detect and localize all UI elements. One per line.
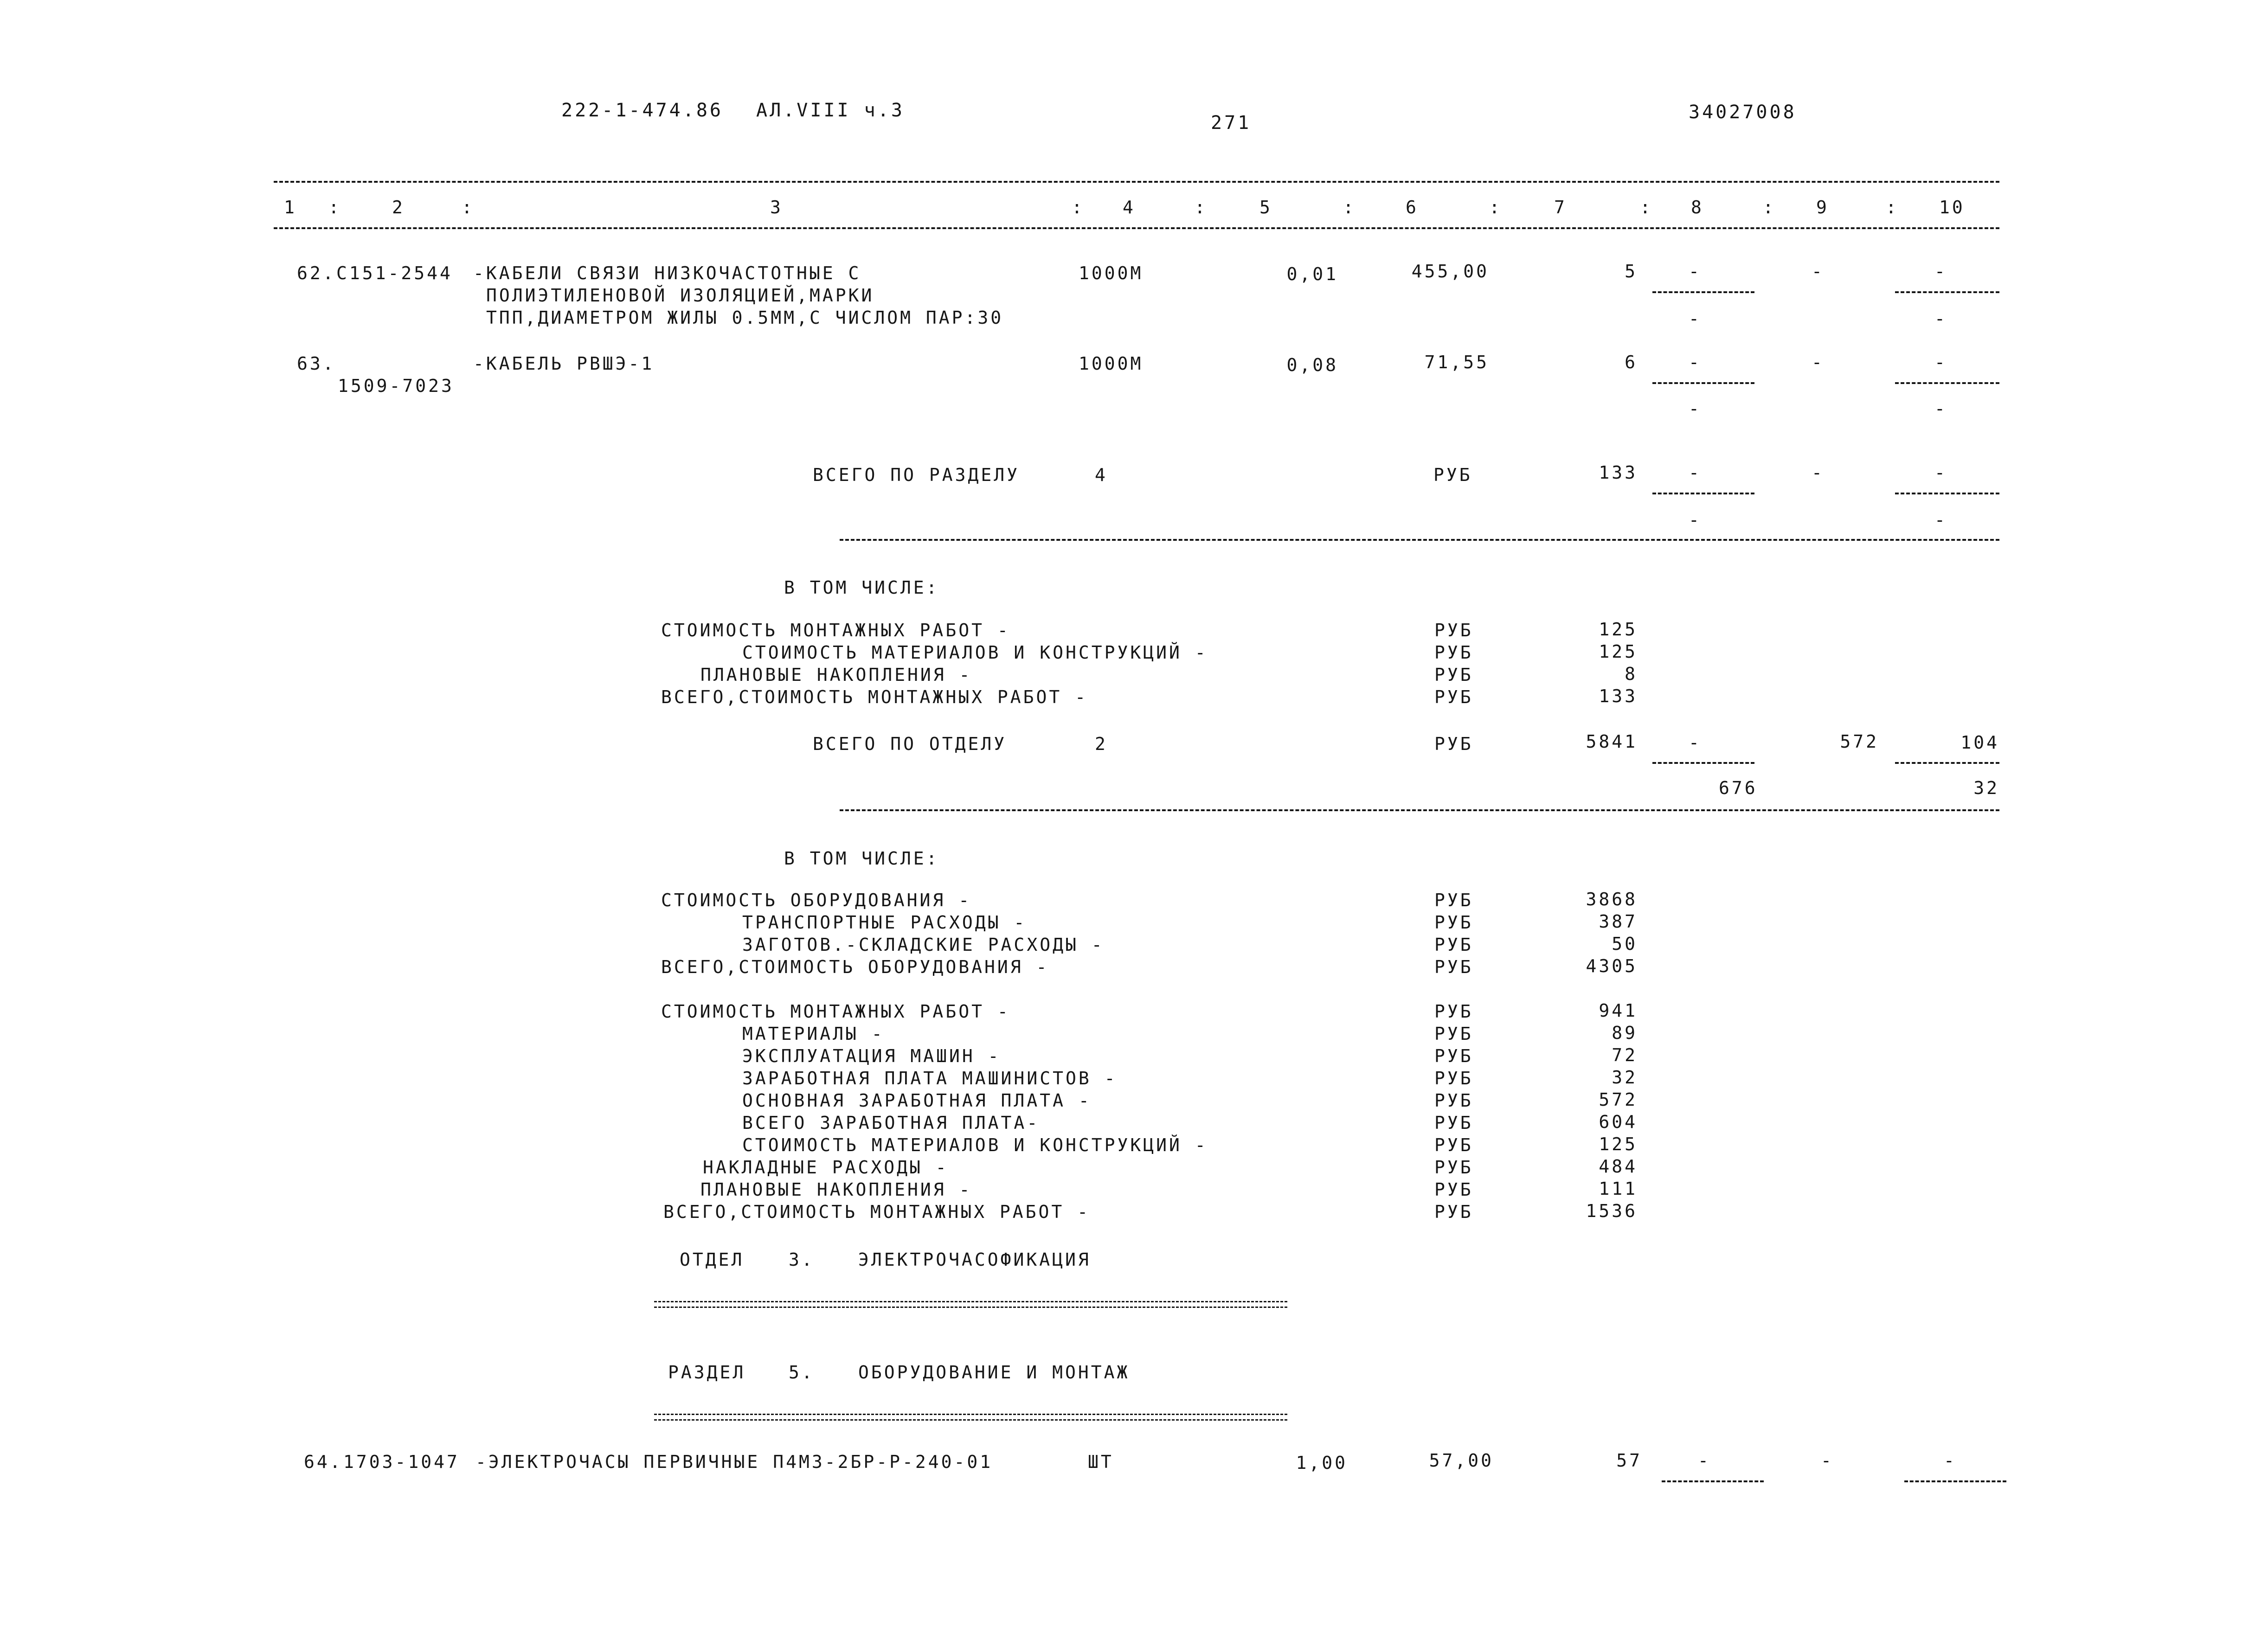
list-item-unit: РУБ — [1434, 1135, 1473, 1155]
row-col8: - — [1689, 462, 1702, 483]
section-total-unit: РУБ — [1433, 465, 1472, 485]
section-total-label: ВСЕГО ПО РАЗДЕЛУ — [813, 465, 1020, 485]
row-col10: - — [1934, 462, 1947, 483]
row-quantity: 0,01 — [1286, 264, 1338, 284]
column-header-3: 3 — [770, 197, 783, 218]
section-rule — [840, 539, 1999, 541]
department-total-label: ВСЕГО ПО ОТДЕЛУ — [813, 734, 1007, 754]
department-total-value: 5841 — [1586, 731, 1638, 752]
row-col9: 572 — [1840, 731, 1879, 752]
list-item-label: ЗАРАБОТНАЯ ПЛАТА МАШИНИСТОВ - — [742, 1068, 1118, 1089]
list-item-unit: РУБ — [1434, 1024, 1473, 1044]
row-quantity: 1,00 — [1296, 1453, 1348, 1473]
row-col9: - — [1812, 462, 1825, 483]
column-header-8: 8 — [1691, 197, 1704, 218]
double-rule — [654, 1414, 1287, 1421]
row-unit: 1000М — [1079, 353, 1144, 374]
list-item-label: ВСЕГО,СТОИМОСТЬ МОНТАЖНЫХ РАБОТ - — [661, 687, 1088, 707]
list-item-value: 941 — [1599, 1000, 1638, 1021]
list-item-value: 32 — [1612, 1067, 1638, 1088]
list-item-unit: РУБ — [1434, 912, 1473, 933]
row-code: С151-2544 — [336, 263, 453, 283]
list-item-unit: РУБ — [1434, 1179, 1473, 1200]
section-name: ОБОРУДОВАНИЕ И МОНТАЖ — [858, 1362, 1130, 1383]
list-item-label: ТРАНСПОРТНЫЕ РАСХОДЫ - — [742, 912, 1027, 933]
album-reference: АЛ.VIII ч.3 — [756, 100, 905, 121]
list-item-label: СТОИМОСТЬ МАТЕРИАЛОВ И КОНСТРУКЦИЙ - — [742, 642, 1208, 663]
row-col10-lower: - — [1934, 510, 1947, 530]
list-item-label: ВСЕГО ЗАРАБОТНАЯ ПЛАТА- — [742, 1113, 1040, 1133]
row-col8-lower: - — [1689, 398, 1702, 419]
list-item-value: 572 — [1599, 1089, 1638, 1110]
fraction-rule — [1895, 493, 1999, 494]
fraction-rule — [1904, 1480, 2006, 1482]
fraction-rule — [1895, 762, 1999, 764]
row-unit-price: 71,55 — [1424, 352, 1489, 372]
list-item-unit: РУБ — [1434, 935, 1473, 955]
column-header-2: 2 — [392, 197, 405, 218]
double-rule — [654, 1301, 1287, 1308]
row-number: 64. — [304, 1452, 343, 1472]
department-label: ОТДЕЛ — [680, 1249, 745, 1270]
row-col10-lower: 32 — [1973, 778, 1999, 798]
column-header-7: 7 — [1554, 197, 1567, 218]
row-unit: ШТ — [1088, 1452, 1114, 1472]
row-col8: - — [1689, 732, 1702, 753]
row-col10: 104 — [1960, 732, 1999, 753]
row-col9: - — [1812, 352, 1825, 372]
row-number: 62. — [297, 263, 336, 283]
list-item-unit: РУБ — [1434, 1046, 1473, 1066]
row-unit: 1000М — [1079, 263, 1144, 283]
row-col8: - — [1698, 1450, 1711, 1471]
list-item-unit: РУБ — [1434, 1157, 1473, 1178]
list-item-value: 89 — [1612, 1023, 1638, 1043]
list-item-unit: РУБ — [1434, 1001, 1473, 1022]
row-total: 5 — [1625, 261, 1638, 282]
column-header-4: 4 — [1123, 197, 1136, 218]
row-name-line: -ЭЛЕКТРОЧАСЫ ПЕРВИЧНЫЕ П4М3-2БР-Р-240-01 — [475, 1452, 993, 1472]
row-col9: - — [1812, 261, 1825, 282]
list-item-unit: РУБ — [1434, 890, 1473, 910]
list-item-value: 3868 — [1586, 889, 1638, 910]
department-total-number: 2 — [1095, 734, 1108, 754]
section-total-number: 4 — [1095, 465, 1108, 485]
fraction-rule — [1652, 762, 1754, 764]
list-item-value: 125 — [1599, 641, 1638, 662]
including-heading: В ТОМ ЧИСЛЕ: — [784, 848, 939, 869]
column-header-10: 10 — [1939, 197, 1965, 218]
row-unit-price: 455,00 — [1411, 261, 1489, 282]
list-item-label: СТОИМОСТЬ МОНТАЖНЫХ РАБОТ - — [661, 620, 1010, 641]
list-item-unit: РУБ — [1434, 1068, 1473, 1089]
fraction-rule — [1895, 291, 1999, 293]
list-item-value: 50 — [1612, 934, 1638, 954]
row-col9: - — [1821, 1450, 1834, 1471]
department-number: 3. — [789, 1249, 815, 1270]
page-number: 271 — [1211, 112, 1252, 134]
section-number: 5. — [789, 1362, 815, 1383]
row-col8: - — [1689, 352, 1702, 372]
row-name-line: -КАБЕЛИ СВЯЗИ НИЗКОЧАСТОТНЫЕ С — [473, 263, 861, 283]
row-code: 1703-1047 — [343, 1452, 460, 1472]
row-col10: - — [1934, 352, 1947, 372]
row-total: 6 — [1625, 352, 1638, 372]
row-name-line: ПОЛИЭТИЛЕНОВОЙ ИЗОЛЯЦИЕЙ,МАРКИ — [486, 285, 874, 306]
list-item-label: НАКЛАДНЫЕ РАСХОДЫ - — [703, 1157, 949, 1178]
list-item-value: 133 — [1599, 686, 1638, 706]
row-total: 57 — [1616, 1450, 1642, 1471]
section-label: РАЗДЕЛ — [668, 1362, 746, 1383]
list-item-value: 604 — [1599, 1112, 1638, 1132]
list-item-value: 111 — [1599, 1179, 1638, 1199]
list-item-unit: РУБ — [1434, 642, 1473, 663]
list-item-value: 125 — [1599, 619, 1638, 640]
list-item-unit: РУБ — [1434, 665, 1473, 685]
column-header-5: 5 — [1259, 197, 1272, 218]
list-item-unit: РУБ — [1434, 1113, 1473, 1133]
list-item-label: ВСЕГО,СТОИМОСТЬ МОНТАЖНЫХ РАБОТ - — [663, 1202, 1090, 1222]
row-col10: - — [1934, 261, 1947, 282]
document-code: 222-1-474.86 — [561, 100, 723, 121]
list-item-unit: РУБ — [1434, 687, 1473, 707]
list-item-label: ПЛАНОВЫЕ НАКОПЛЕНИЯ - — [700, 1179, 972, 1200]
list-item-value: 8 — [1625, 664, 1638, 684]
list-item-unit: РУБ — [1434, 1090, 1473, 1111]
fraction-rule — [1652, 493, 1754, 494]
column-header-row: 1 : 2 : 3 : 4 : 5 : 6 : 7 : 8 : 9 : 10 — [284, 197, 1965, 218]
list-item-value: 484 — [1599, 1156, 1638, 1177]
row-name-line: -КАБЕЛЬ РВШЭ-1 — [473, 353, 655, 374]
list-item-value: 4305 — [1586, 956, 1638, 976]
row-col10: - — [1944, 1450, 1957, 1471]
table-top-rule — [274, 181, 1999, 183]
list-item-label: ПЛАНОВЫЕ НАКОПЛЕНИЯ - — [700, 665, 972, 685]
fraction-rule — [1895, 382, 1999, 384]
row-col8-lower: 676 — [1719, 778, 1758, 798]
row-col8-lower: - — [1689, 510, 1702, 530]
list-item-unit: РУБ — [1434, 1202, 1473, 1222]
fraction-rule — [1662, 1480, 1764, 1482]
column-header-6: 6 — [1406, 197, 1419, 218]
list-item-label: СТОИМОСТЬ МАТЕРИАЛОВ И КОНСТРУКЦИЙ - — [742, 1135, 1208, 1155]
list-item-label: СТОИМОСТЬ ОБОРУДОВАНИЯ - — [661, 890, 972, 910]
fraction-rule — [1652, 382, 1754, 384]
column-header-1: 1 — [284, 197, 297, 218]
list-item-label: ВСЕГО,СТОИМОСТЬ ОБОРУДОВАНИЯ - — [661, 957, 1049, 977]
column-header-9: 9 — [1816, 197, 1829, 218]
list-item-label: ЭКСПЛУАТАЦИЯ МАШИН - — [742, 1046, 1001, 1066]
table-header-rule — [274, 227, 1999, 229]
fraction-rule — [1652, 291, 1754, 293]
row-code: 1509-7023 — [338, 376, 454, 396]
row-col8-lower: - — [1689, 308, 1702, 329]
list-item-value: 1536 — [1586, 1201, 1638, 1221]
row-col10-lower: - — [1934, 398, 1947, 419]
department-total-unit: РУБ — [1434, 734, 1473, 754]
list-item-label: МАТЕРИАЛЫ - — [742, 1024, 885, 1044]
including-heading: В ТОМ ЧИСЛЕ: — [784, 577, 939, 598]
list-item-value: 387 — [1599, 911, 1638, 932]
list-item-unit: РУБ — [1434, 620, 1473, 641]
row-number: 63. — [297, 353, 336, 374]
row-unit-price: 57,00 — [1429, 1450, 1494, 1471]
department-rule — [840, 809, 1999, 811]
department-name: ЭЛЕКТРОЧАСОФИКАЦИЯ — [858, 1249, 1091, 1270]
row-name-line: ТПП,ДИАМЕТРОМ ЖИЛЫ 0.5ММ,С ЧИСЛОМ ПАР:30 — [486, 307, 1004, 328]
list-item-label: ОСНОВНАЯ ЗАРАБОТНАЯ ПЛАТА - — [742, 1090, 1092, 1111]
list-item-value: 125 — [1599, 1134, 1638, 1154]
row-quantity: 0,08 — [1286, 355, 1338, 375]
list-item-label: ЗАГОТОВ.-СКЛАДСКИЕ РАСХОДЫ - — [742, 935, 1105, 955]
document-number: 34027008 — [1689, 102, 1797, 123]
list-item-value: 72 — [1612, 1045, 1638, 1065]
section-total-value: 133 — [1599, 462, 1638, 483]
row-col10-lower: - — [1934, 308, 1947, 329]
list-item-label: СТОИМОСТЬ МОНТАЖНЫХ РАБОТ - — [661, 1001, 1010, 1022]
list-item-unit: РУБ — [1434, 957, 1473, 977]
row-col8: - — [1689, 261, 1702, 282]
